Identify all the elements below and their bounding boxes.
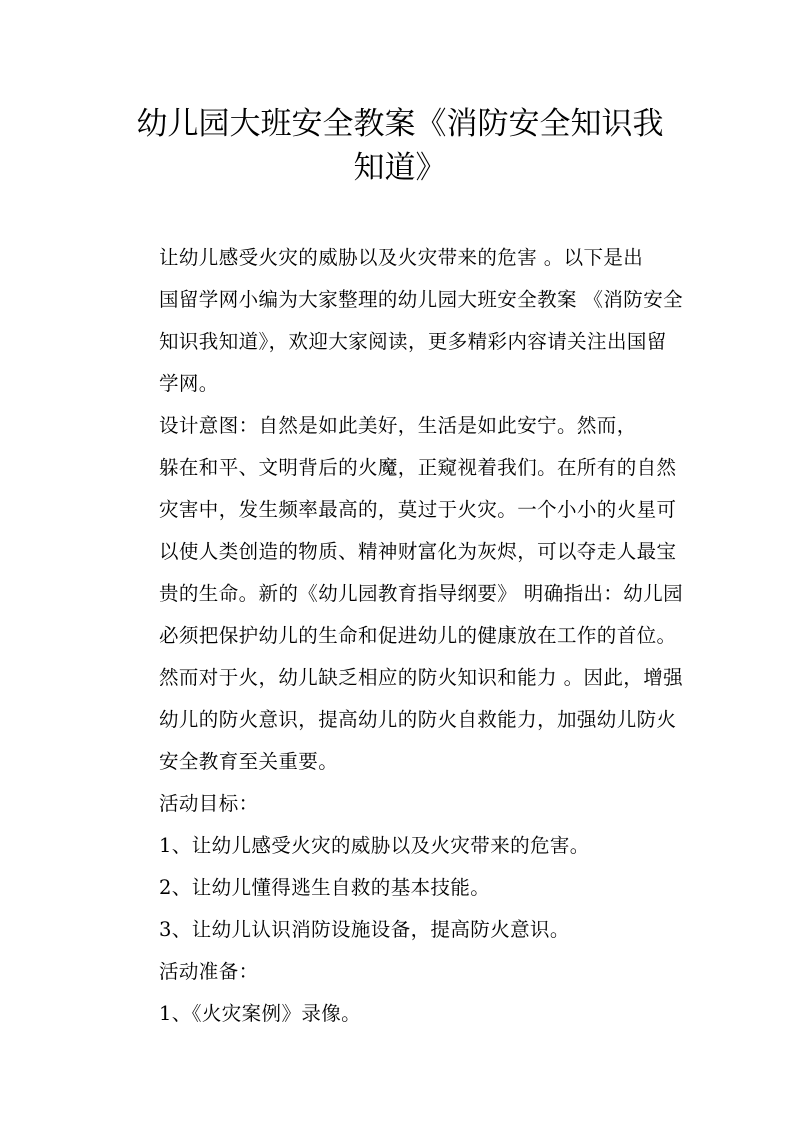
text-line: 2、让幼儿懂得逃生自救的基本技能。 bbox=[159, 876, 491, 899]
intro-paragraph bbox=[118, 237, 686, 405]
text-line: 学网。 bbox=[159, 372, 219, 395]
text-line: 让幼儿感受火灾的威胁以及火灾带来的危害 。以下是出 bbox=[159, 246, 644, 269]
text-line: 贵的生命。新的《幼儿园教育指导纲要》 明确指出：幼儿园 bbox=[159, 582, 683, 605]
section-heading-goals bbox=[118, 783, 686, 825]
text-line: 灾害中，发生频率最高的，莫过于火灾。一个小小的火星可 bbox=[159, 498, 677, 521]
document-body bbox=[118, 237, 686, 1035]
text-line: 幼儿的防火意识，提高幼儿的防火自救能力，加强幼儿防火 bbox=[159, 708, 677, 731]
section-heading-preparation bbox=[118, 951, 686, 993]
text-line: 活动准备： bbox=[159, 960, 259, 983]
text-line: 以使人类创造的物质、精神财富化为灰烬，可以夺走人最宝 bbox=[159, 540, 677, 563]
list-item bbox=[118, 825, 686, 867]
text-line: 活动目标： bbox=[159, 792, 259, 815]
title-line: 知道》 bbox=[353, 150, 447, 186]
title-line: 幼儿园大班安全教案《消防安全知识我 bbox=[136, 106, 664, 142]
text-line: 3、让幼儿认识消防设施设备，提高防火意识。 bbox=[159, 918, 570, 941]
list-item bbox=[118, 993, 686, 1035]
list-item bbox=[118, 909, 686, 951]
text-line: 然而对于火，幼儿缺乏相应的防火知识和能力 。因此，增强 bbox=[159, 666, 683, 689]
document-title bbox=[100, 102, 700, 190]
design-intent-paragraph bbox=[118, 405, 686, 783]
text-line: 设计意图：自然是如此美好，生活是如此安宁。然而， bbox=[159, 414, 637, 437]
list-item bbox=[118, 867, 686, 909]
text-line: 知识我知道》，欢迎大家阅读，更多精彩内容请关注出国留 bbox=[159, 330, 667, 353]
text-line: 1、让幼儿感受火灾的威胁以及火灾带来的危害。 bbox=[159, 834, 590, 857]
text-line: 国留学网小编为大家整理的幼儿园大班安全教案 《消防安全 bbox=[159, 288, 683, 311]
text-line: 躲在和平、文明背后的火魔，正窥视着我们。在所有的自然 bbox=[159, 456, 677, 479]
text-line: 1、《火灾案例》录像。 bbox=[159, 1002, 362, 1025]
text-line: 必须把保护幼儿的生命和促进幼儿的健康放在工作的首位。 bbox=[159, 624, 677, 647]
text-line: 安全教育至关重要。 bbox=[159, 750, 339, 773]
